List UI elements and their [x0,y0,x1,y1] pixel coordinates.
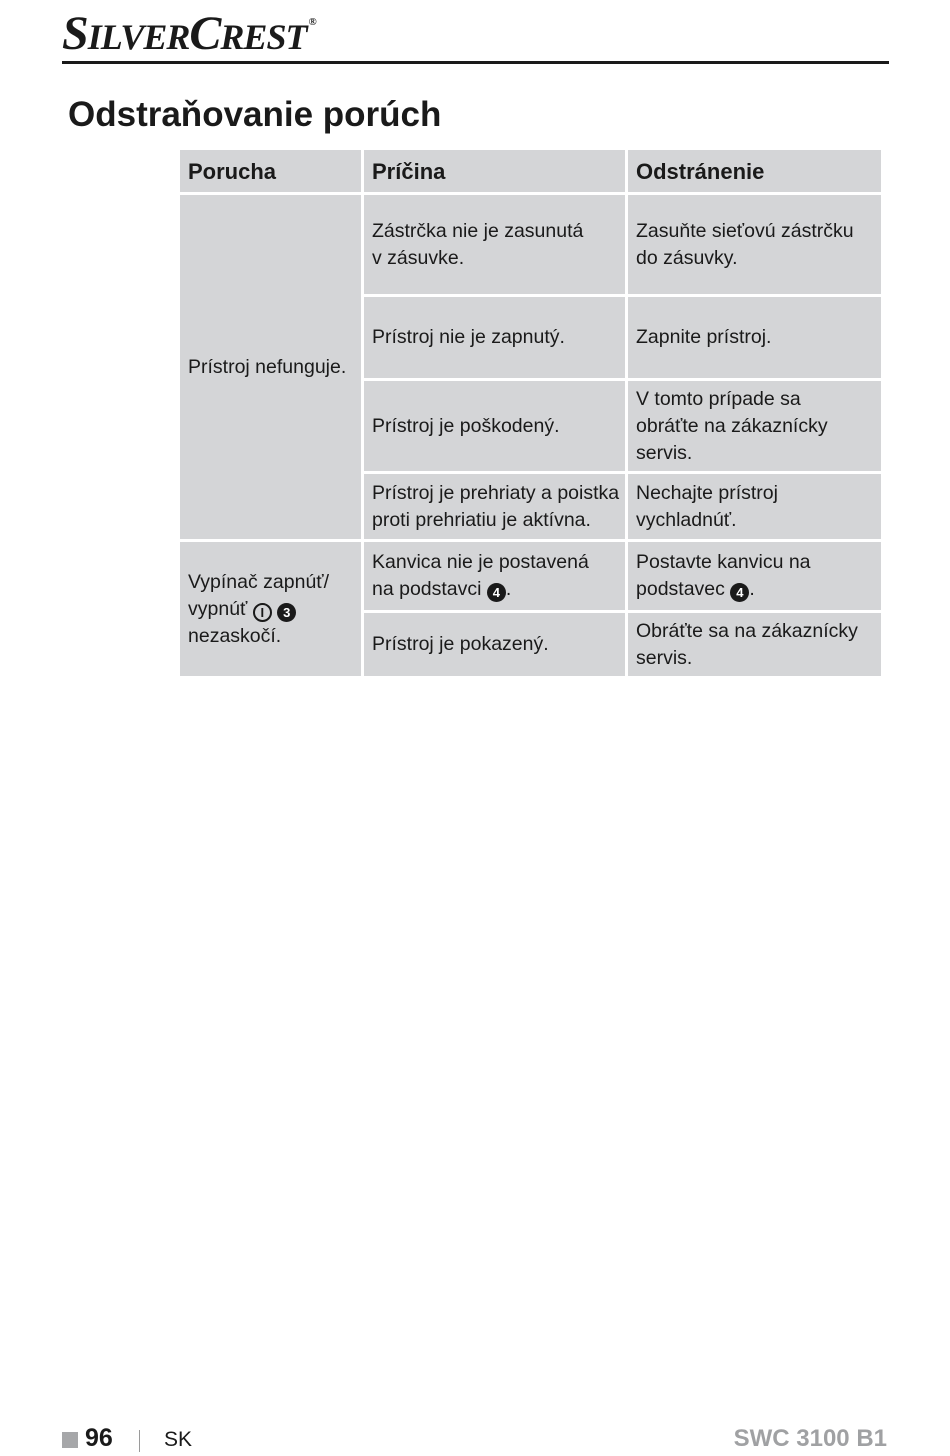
footer-marker-icon [62,1432,78,1448]
brand-logo: SILVERCREST ® [62,7,316,60]
header-rule [62,61,889,64]
on-off-symbol-icon: I [253,603,272,622]
ref-number-4-icon: 4 [487,583,506,602]
remedy-cell: Nechajte prístroj vychladnúť. [627,473,883,541]
remedy-cell: Zasuňte sieťovú zástrčku do zásuvky. [627,194,883,296]
cause-cell: Zástrčka nie je zasunutá v zásuvke. [363,194,627,296]
cause-cell: Prístroj je poškodený. [363,380,627,473]
model-number: SWC 3100 B1 [733,1425,887,1452]
ref-number-4-icon: 4 [730,583,749,602]
cause-cell: Kanvica nie je postavená na podstavci 4 . [363,541,627,612]
ref-number-3-icon: 3 [277,603,296,622]
remedy-cell: Obráťte sa na zákaznícky servis. [627,612,883,678]
cause-cell: Prístroj je prehriaty a poistka proti prehriatiu je aktívna. [363,473,627,541]
remedy-cell: Zapnite prístroj. [627,296,883,380]
header-remedy: Odstránenie [627,149,883,194]
fault-cell [179,194,363,541]
fault-text: Prístroj nefunguje. [188,355,347,378]
page-number: 96 [85,1424,113,1452]
footer-divider [139,1430,140,1452]
cause-cell: Prístroj nie je zapnutý. [363,296,627,380]
header-cause: Príčina [363,149,627,194]
table-row [179,541,883,612]
remedy-cell: Postavte kanvicu na podstavec 4 . [627,541,883,612]
troubleshooting-table [177,147,884,679]
language-code: SK [164,1428,193,1451]
page-title: Odstraňovanie porúch [68,95,442,134]
table-header-row [179,149,883,194]
table-row [179,194,883,296]
remedy-cell: V tomto prípade sa obráťte na zákaznícky servis. [627,380,883,473]
cause-cell: Prístroj je pokazený. [363,612,627,678]
header-fault: Porucha [179,149,363,194]
fault-cell: Vypínač zapnúť/ vypnúť I 3 nezaskočí. [179,541,363,678]
